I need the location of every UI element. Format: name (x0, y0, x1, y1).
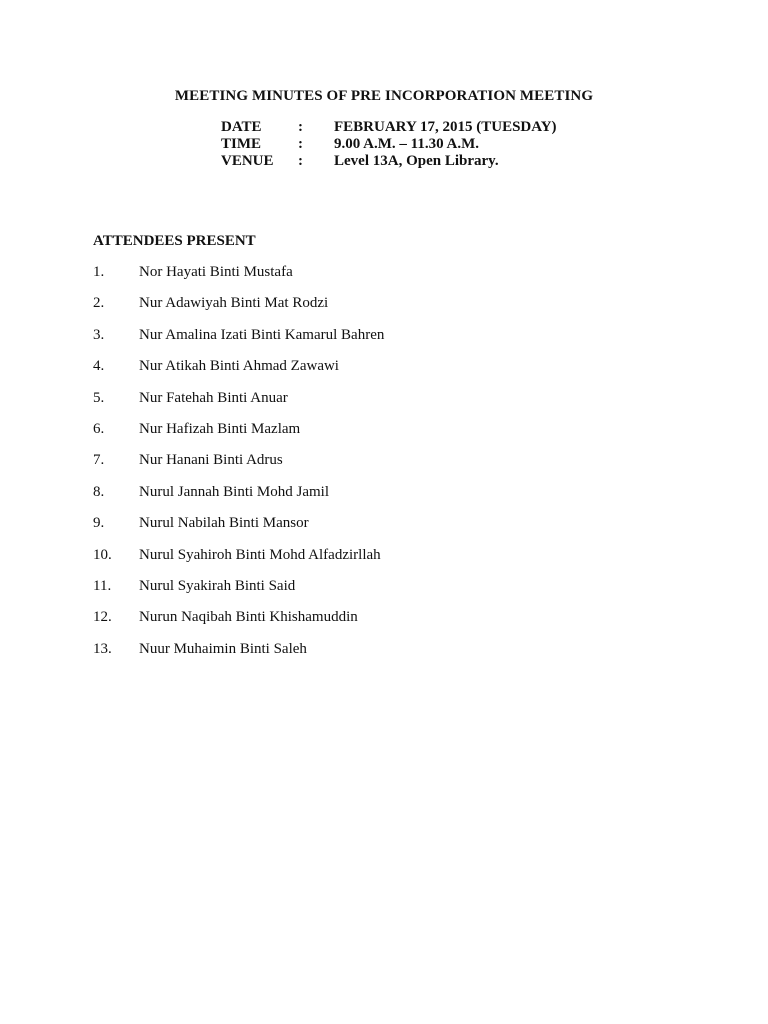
meta-separator: : (298, 136, 303, 152)
attendee-name: Nur Amalina Izati Binti Kamarul Bahren (139, 326, 385, 343)
attendee-name: Nuur Muhaimin Binti Saleh (139, 640, 307, 657)
attendee-name: Nur Fatehah Binti Anuar (139, 389, 288, 406)
list-item-number: 11. (93, 577, 112, 594)
list-item-number: 9. (93, 515, 105, 532)
list-item-number: 5. (93, 389, 105, 406)
attendee-name: Nurun Naqibah Binti Khishamuddin (139, 609, 358, 626)
list-item-number: 8. (93, 483, 105, 500)
attendee-name: Nur Hafizah Binti Mazlam (139, 420, 301, 437)
list-item-number: 4. (93, 358, 105, 375)
attendee-name: Nor Hayati Binti Mustafa (139, 264, 293, 280)
meta-separator: : (298, 153, 303, 169)
attendee-name: Nurul Syahiroh Binti Mohd Alfadzirllah (139, 546, 381, 563)
list-item-number: 7. (93, 452, 105, 469)
attendee-name: Nurul Syakirah Binti Said (139, 577, 296, 594)
attendee-name: Nurul Nabilah Binti Mansor (139, 515, 309, 532)
meta-value: FEBRUARY 17, 2015 (TUESDAY) (334, 119, 557, 135)
meta-label: DATE (221, 119, 262, 135)
attendee-name: Nurul Jannah Binti Mohd Jamil (139, 483, 329, 500)
list-item-number: 10. (93, 546, 112, 563)
attendee-name: Nur Adawiyah Binti Mat Rodzi (139, 295, 329, 312)
attendees-heading: ATTENDEES PRESENT (93, 233, 256, 249)
list-item-number: 2. (93, 295, 105, 312)
meta-separator: : (298, 119, 303, 135)
attendee-name: Nur Hanani Binti Adrus (139, 452, 283, 469)
attendee-name: Nur Atikah Binti Ahmad Zawawi (139, 358, 339, 375)
list-item-number: 12. (93, 609, 112, 626)
meta-value: Level 13A, Open Library. (334, 153, 499, 169)
meta-value: 9.00 A.M. – 11.30 A.M. (334, 136, 479, 152)
list-item-number: 1. (93, 264, 105, 280)
meta-label: VENUE (221, 153, 274, 169)
list-item-number: 6. (93, 420, 105, 437)
list-item-number: 13. (93, 640, 112, 657)
meta-label: TIME (221, 136, 262, 152)
list-item-number: 3. (93, 326, 105, 343)
document-title: MEETING MINUTES OF PRE INCORPORATION MEETING (174, 88, 594, 104)
